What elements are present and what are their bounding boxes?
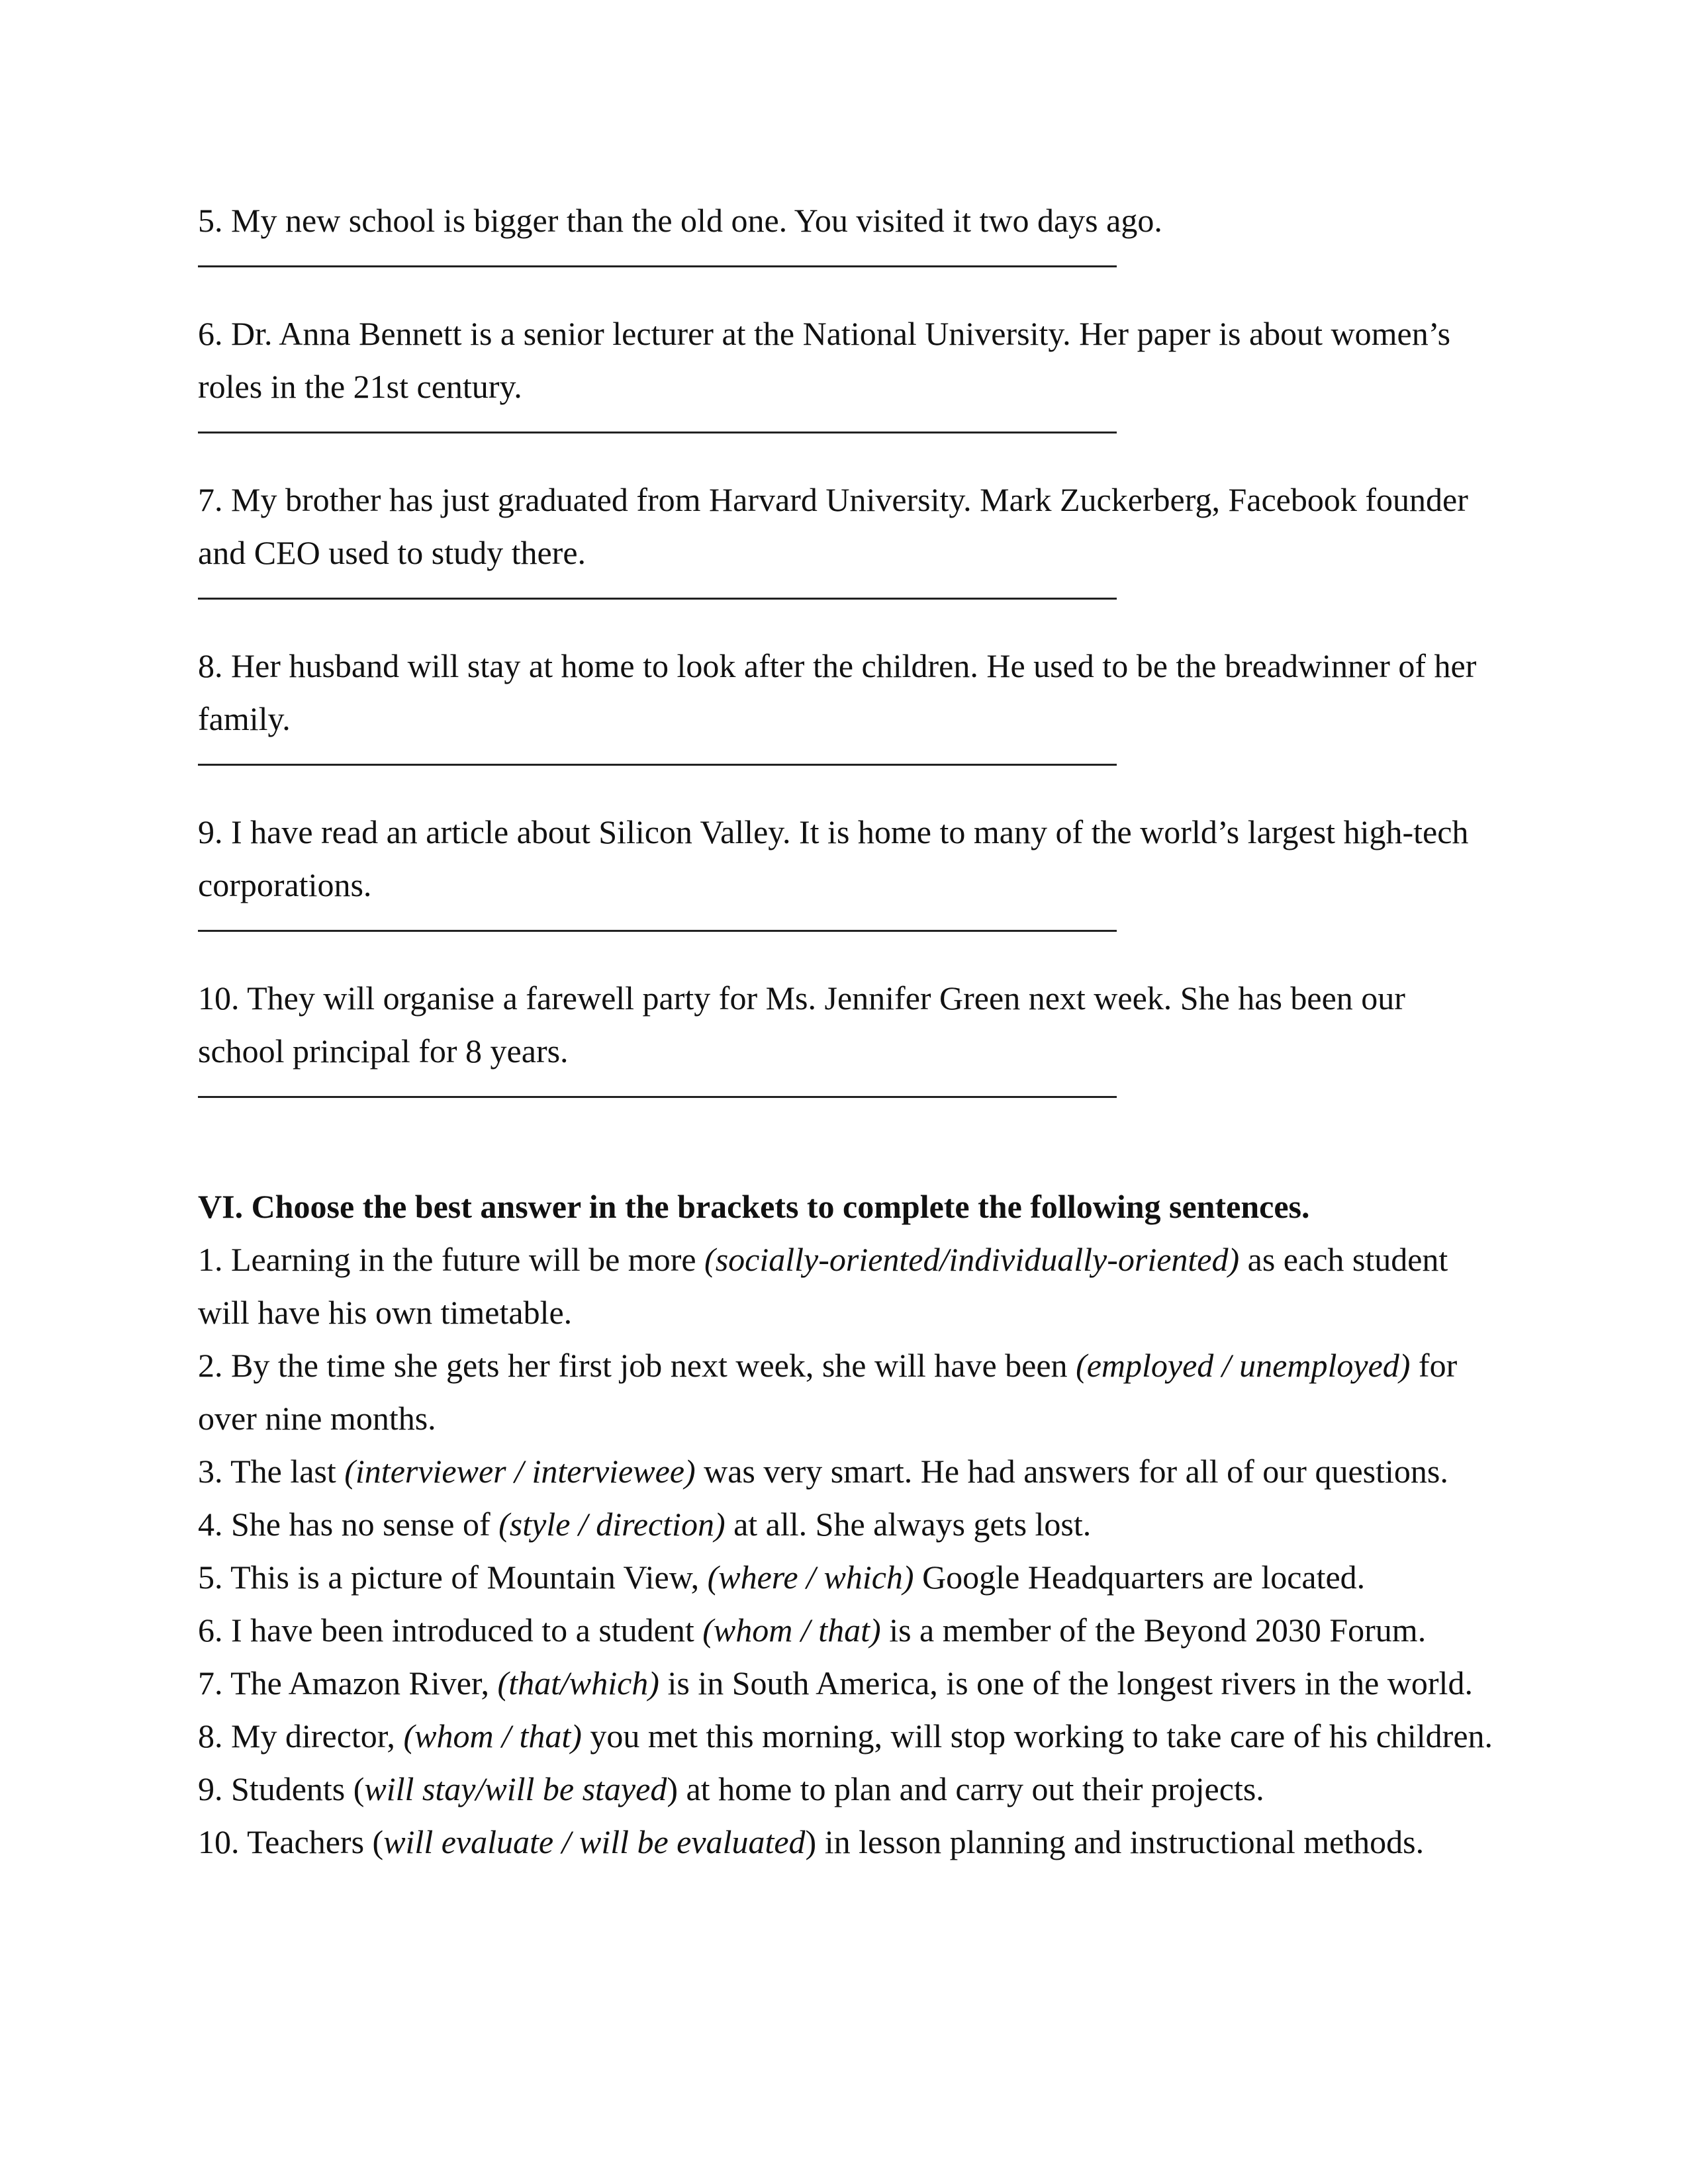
answer-options: will stay/will be stayed: [364, 1770, 667, 1807]
answer-options: will evaluate / will be evaluated: [383, 1823, 806, 1860]
question-text-before: 9. Students (: [198, 1770, 365, 1807]
rewrite-question-5: 5. My new school is bigger than the old one. You visited it two days ago.: [198, 202, 1162, 239]
choice-question-4: [198, 1498, 1495, 1551]
question-text-after: you met this morning, will stop working to take care of his children.: [581, 1717, 1493, 1754]
choice-question-5: [198, 1551, 1495, 1604]
answer-options: (employed / unemployed): [1076, 1347, 1411, 1384]
answer-options: (style / direction): [498, 1506, 726, 1543]
answer-line-8: [198, 745, 1117, 766]
rewrite-question-10: 10. They will organise a farewell party for Ms. Jennifer Green next week. She has been our school principal for 8 years.: [198, 979, 1405, 1069]
section-vi-heading: VI. Choose the best answer in the brackets to complete the following sentences.: [198, 1188, 1310, 1225]
question-text-before: 5. This is a picture of Mountain View,: [198, 1559, 708, 1596]
choice-question-8: [198, 1709, 1495, 1762]
answer-line-5: [198, 247, 1117, 267]
answer-line-10: [198, 1077, 1117, 1098]
answer-line-7: [198, 579, 1117, 600]
rewrite-question-9: 9. I have read an article about Silicon Valley. It is home to many of the world’s largest high-tech corporations.: [198, 813, 1469, 903]
choice-question-9: [198, 1762, 1495, 1815]
question-text-after: ) in lesson planning and instructional methods.: [805, 1823, 1425, 1860]
answer-options: (whom / that): [702, 1612, 881, 1649]
section-spacer: [198, 1138, 1495, 1180]
question-text-before: 10. Teachers (: [198, 1823, 384, 1860]
question-text-after: is a member of the Beyond 2030 Forum.: [880, 1612, 1427, 1649]
answer-options: (where / which): [707, 1559, 914, 1596]
question-text-before: 1. Learning in the future will be more: [198, 1241, 705, 1278]
question-text-before: 4. She has no sense of: [198, 1506, 499, 1543]
answer-options: (socially-oriented/individually-oriented): [704, 1241, 1240, 1278]
question-text-after: at all. She always gets lost.: [725, 1506, 1092, 1543]
question-text-after: was very smart. He had answers for all of our questions.: [695, 1453, 1448, 1490]
rewrite-question-7: 7. My brother has just graduated from Harvard University. Mark Zuckerberg, Facebook founder and CEO used to study there.: [198, 481, 1468, 571]
question-text-before: 7. The Amazon River,: [198, 1664, 498, 1702]
question-text-after: Google Headquarters are located.: [914, 1559, 1366, 1596]
question-text-before: 3. The last: [198, 1453, 345, 1490]
choice-question-1: [198, 1233, 1495, 1339]
answer-options: (interviewer / interviewee): [344, 1453, 696, 1490]
question-text-after: for over nine months.: [198, 1347, 1458, 1437]
question-text-before: 2. By the time she gets her first job next week, she will have been: [198, 1347, 1076, 1384]
question-text-after: as each student will have his own timetable.: [198, 1241, 1448, 1331]
rewrite-question-8: 8. Her husband will stay at home to look after the children. He used to be the breadwinner of her family.: [198, 647, 1477, 737]
answer-line-9: [198, 911, 1117, 932]
choice-question-2: [198, 1339, 1495, 1445]
question-text-after: is in South America, is one of the longest rivers in the world.: [659, 1664, 1473, 1702]
rewrite-question-6: 6. Dr. Anna Bennett is a senior lecturer at the National University. Her paper is about women’s roles in the 21st century.: [198, 315, 1451, 405]
question-text-after: ) at home to plan and carry out their projects.: [667, 1770, 1264, 1807]
choice-question-7: [198, 1657, 1495, 1709]
question-text-before: 8. My director,: [198, 1717, 404, 1754]
choice-question-10: [198, 1815, 1495, 1868]
choice-question-3: [198, 1445, 1495, 1498]
question-text-before: 6. I have been introduced to a student: [198, 1612, 703, 1649]
answer-line-6: [198, 413, 1117, 433]
answer-options: (that/which): [497, 1664, 659, 1702]
answer-options: (whom / that): [403, 1717, 582, 1754]
worksheet-content: [198, 194, 1495, 1868]
choice-question-6: [198, 1604, 1495, 1657]
